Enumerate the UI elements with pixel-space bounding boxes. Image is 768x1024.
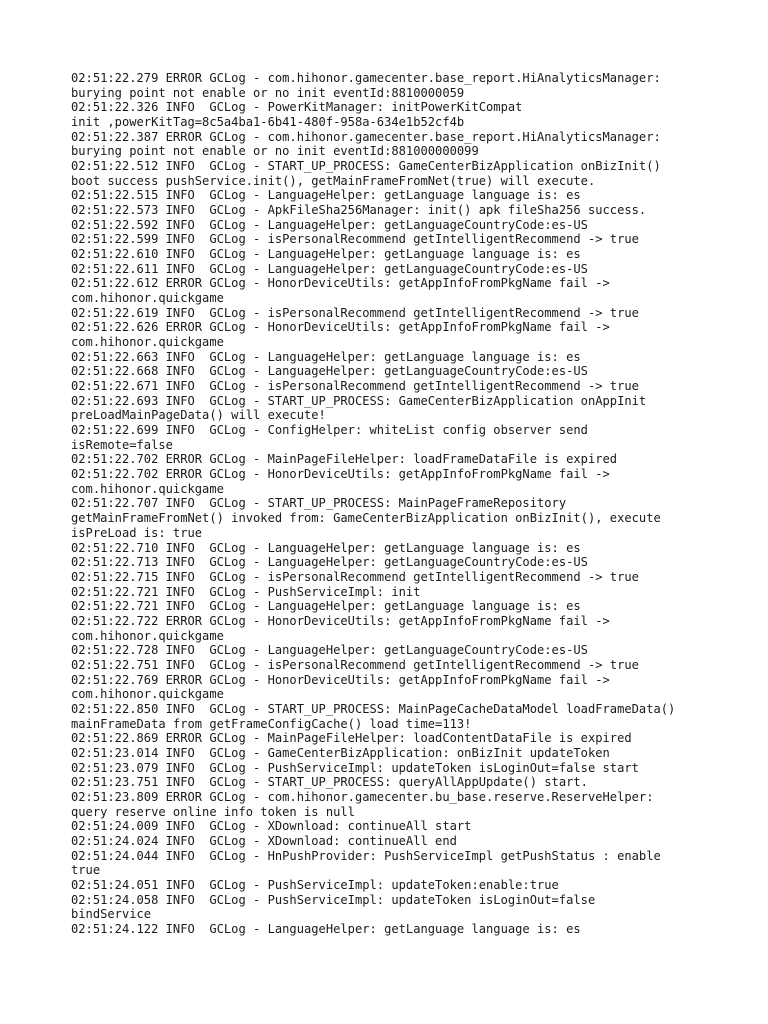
log-line: 02:51:24.058 INFO GCLog - PushServiceImpl: updateToken isLoginOut=false [71, 892, 596, 907]
log-line: 02:51:22.699 INFO GCLog - ConfigHelper: whiteList config observer send [71, 423, 588, 438]
log-line: 02:51:22.515 INFO GCLog - LanguageHelper: getLanguage language is: es [71, 188, 581, 203]
log-line: 02:51:22.626 ERROR GCLog - HonorDeviceUtils: getAppInfoFromPkgName fail -> [71, 320, 610, 335]
log-line: 02:51:22.668 INFO GCLog - LanguageHelper: getLanguageCountryCode:es-US [71, 364, 588, 379]
log-line: 02:51:22.663 INFO GCLog - LanguageHelper: getLanguage language is: es [71, 349, 581, 364]
log-line: 02:51:22.722 ERROR GCLog - HonorDeviceUtils: getAppInfoFromPkgName fail -> [71, 613, 610, 628]
log-line: 02:51:22.728 INFO GCLog - LanguageHelper: getLanguageCountryCode:es-US [71, 643, 588, 658]
log-line: 02:51:22.610 INFO GCLog - LanguageHelper: getLanguage language is: es [71, 247, 581, 262]
log-line: init ,powerKitTag=8c5a4ba1-6b41-480f-958a-634e1b52cf4b [71, 115, 465, 130]
log-line: 02:51:22.769 ERROR GCLog - HonorDeviceUtils: getAppInfoFromPkgName fail -> [71, 672, 610, 687]
log-line: burying point not enable or no init eventId:881000000099 [71, 144, 479, 159]
log-line: query reserve online info token is null [71, 804, 355, 819]
log-line: com.hihonor.quickgame [71, 335, 224, 350]
log-line: 02:51:22.387 ERROR GCLog - com.hihonor.gamecenter.base_report.HiAnalyticsManager: [71, 129, 661, 144]
log-line: isRemote=false [71, 437, 173, 452]
log-line: 02:51:22.619 INFO GCLog - isPersonalRecommend getIntelligentRecommend -> true [71, 305, 639, 320]
log-line: 02:51:22.707 INFO GCLog - START_UP_PROCESS: MainPageFrameRepository [71, 496, 567, 511]
log-line: boot success pushService.init(), getMainFrameFromNet(true) will execute. [71, 173, 596, 188]
log-line: 02:51:22.573 INFO GCLog - ApkFileSha256Manager: init() apk fileSha256 success. [71, 203, 647, 218]
log-line: 02:51:22.715 INFO GCLog - isPersonalRecommend getIntelligentRecommend -> true [71, 569, 639, 584]
log-line: bindService [71, 907, 152, 922]
log-line: com.hihonor.quickgame [71, 687, 224, 702]
log-line: isPreLoad is: true [71, 525, 203, 540]
log-line: 02:51:22.721 INFO GCLog - PushServiceImpl: init [71, 584, 421, 599]
log-line: burying point not enable or no init eventId:8810000059 [71, 85, 465, 100]
log-line: 02:51:22.279 ERROR GCLog - com.hihonor.gamecenter.base_report.HiAnalyticsManager: [71, 71, 661, 85]
log-line: 02:51:24.122 INFO GCLog - LanguageHelper: getLanguage language is: es [71, 921, 581, 936]
log-line: 02:51:22.721 INFO GCLog - LanguageHelper: getLanguage language is: es [71, 599, 581, 614]
log-line: 02:51:22.713 INFO GCLog - LanguageHelper: getLanguageCountryCode:es-US [71, 555, 588, 570]
log-line: 02:51:22.592 INFO GCLog - LanguageHelper: getLanguageCountryCode:es-US [71, 217, 588, 232]
log-line: 02:51:24.024 INFO GCLog - XDownload: continueAll end [71, 833, 457, 848]
log-line: 02:51:24.044 INFO GCLog - HnPushProvider: PushServiceImpl getPushStatus : enable [71, 848, 661, 863]
log-line: 02:51:22.612 ERROR GCLog - HonorDeviceUtils: getAppInfoFromPkgName fail -> [71, 276, 610, 291]
log-line: com.hihonor.quickgame [71, 291, 224, 306]
log-line: getMainFrameFromNet() invoked from: GameCenterBizApplication onBizInit(), execute [71, 511, 661, 526]
log-line: 02:51:22.850 INFO GCLog - START_UP_PROCESS: MainPageCacheDataModel loadFrameData() [71, 701, 676, 716]
log-line: 02:51:23.079 INFO GCLog - PushServiceImpl: updateToken isLoginOut=false start [71, 760, 639, 775]
log-line: 02:51:22.599 INFO GCLog - isPersonalRecommend getIntelligentRecommend -> true [71, 232, 639, 247]
log-line: 02:51:22.869 ERROR GCLog - MainPageFileHelper: loadContentDataFile is expired [71, 731, 632, 746]
log-line: com.hihonor.quickgame [71, 628, 224, 643]
log-line: 02:51:23.014 INFO GCLog - GameCenterBizApplication: onBizInit updateToken [71, 745, 610, 760]
log-line: 02:51:22.611 INFO GCLog - LanguageHelper: getLanguageCountryCode:es-US [71, 261, 588, 276]
log-line: 02:51:24.009 INFO GCLog - XDownload: continueAll start [71, 819, 472, 834]
log-line: mainFrameData from getFrameConfigCache() load time=113! [71, 716, 472, 731]
log-line: 02:51:22.710 INFO GCLog - LanguageHelper: getLanguage language is: es [71, 540, 581, 555]
log-line: 02:51:22.751 INFO GCLog - isPersonalRecommend getIntelligentRecommend -> true [71, 657, 639, 672]
log-line: 02:51:23.809 ERROR GCLog - com.hihonor.gamecenter.bu_base.reserve.ReserveHelper: [71, 789, 654, 804]
log-line: preLoadMainPageData() will execute! [71, 408, 326, 423]
log-line: true [71, 863, 101, 878]
log-line: com.hihonor.quickgame [71, 481, 224, 496]
log-line: 02:51:22.693 INFO GCLog - START_UP_PROCESS: GameCenterBizApplication onAppInit [71, 393, 647, 408]
log-text [71, 71, 711, 937]
log-line: 02:51:23.751 INFO GCLog - START_UP_PROCESS: queryAllAppUpdate() start. [71, 775, 588, 790]
log-line: 02:51:22.702 ERROR GCLog - MainPageFileHelper: loadFrameDataFile is expired [71, 452, 618, 467]
log-line: 02:51:22.702 ERROR GCLog - HonorDeviceUtils: getAppInfoFromPkgName fail -> [71, 467, 610, 482]
log-line: 02:51:22.326 INFO GCLog - PowerKitManager: initPowerKitCompat [71, 100, 523, 115]
log-line: 02:51:22.512 INFO GCLog - START_UP_PROCESS: GameCenterBizApplication onBizInit() [71, 159, 661, 174]
log-line: 02:51:22.671 INFO GCLog - isPersonalRecommend getIntelligentRecommend -> true [71, 379, 639, 394]
log-line: 02:51:24.051 INFO GCLog - PushServiceImpl: updateToken:enable:true [71, 877, 559, 892]
